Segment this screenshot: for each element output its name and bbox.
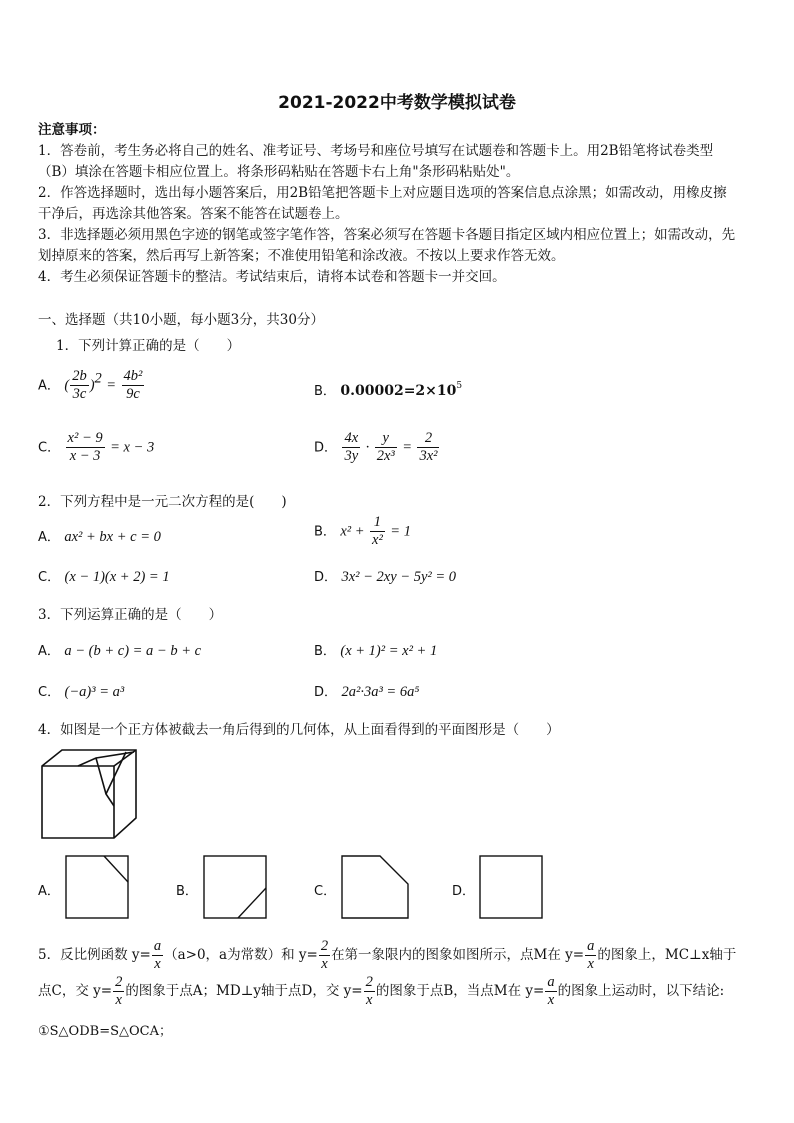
frac-numerator: a	[547, 974, 555, 990]
frac-denominator: x²	[372, 532, 383, 548]
option-label: A．	[38, 378, 60, 394]
frac-numerator: x² − 9	[67, 430, 103, 446]
q4-option-b-label: B．	[176, 884, 198, 899]
question-1-stem: 1．下列计算正确的是（ ）	[56, 338, 241, 354]
q1-option-a: A． ( $\frac{2b}{3c}$ )$^2$ = $\frac{\text{4b²}}{9c}$	[38, 368, 143, 402]
text-run: 的图象于点B，当点M在 y=	[375, 983, 545, 999]
q4-option-a-figure	[64, 852, 132, 920]
frac-numerator: 2	[320, 938, 329, 954]
option-label: D．	[314, 685, 338, 700]
exponent: 5	[456, 381, 463, 391]
frac-denominator: 9c	[126, 386, 140, 402]
notice-line: 4．考生必须保证答题卡的整洁。考试结束后，请将本试卷和答题卡一并交回。	[38, 269, 506, 285]
equals-sign: =	[106, 377, 117, 394]
frac-numerator: a	[587, 938, 595, 954]
text-run: 在第一象限内的图象如图所示，点M在 y=	[331, 947, 585, 963]
question-5-line-3: ①S△ODB=S△OCA；	[38, 1024, 172, 1039]
frac-numerator: 2b	[72, 368, 87, 384]
option-text: 3x² − 2xy − 5y² = 0	[341, 569, 457, 585]
notice-line: 划掉原来的答案，然后再写上新答案；不准使用铅笔和涂改液。不按以上要求作答无效。	[38, 248, 565, 264]
option-label: C．	[38, 570, 61, 585]
notice-line: 3．非选择题必须用黑色字迹的钢笔或签字笔作答，答案必须写在答题卡各题目指定区域内相应位置上；如需改动，先	[38, 227, 736, 243]
page-title: 2021-2022中考数学模拟试卷	[278, 93, 516, 113]
frac-denominator: x	[321, 956, 328, 972]
q4-option-c-label: C．	[314, 884, 337, 899]
frac-numerator: a	[153, 938, 162, 954]
option-label: A．	[38, 644, 60, 659]
option-label: B．	[314, 644, 336, 659]
frac-denominator: 3y	[344, 448, 359, 464]
frac-numerator: 1	[370, 514, 385, 532]
q1-option-d	[314, 430, 440, 465]
question-2-stem: 2．下列方程中是一元二次方程的是( )	[38, 494, 287, 510]
dot-operator: ·	[365, 439, 370, 456]
option-text: a − (b + c) = a − b + c	[64, 643, 202, 659]
q4-option-b-figure	[202, 852, 270, 920]
notice-line: 2．作答选择题时，选出每小题答案后，用2B铅笔把答题卡上对应题目选项的答案信息点涂黑；如需改动，用橡皮擦	[38, 185, 727, 201]
question-5-line-1	[38, 938, 736, 973]
cut-cube-figure	[38, 746, 142, 842]
frac-denominator: 2x³	[376, 448, 395, 464]
notice-line: 1．答卷前，考生务必将自己的姓名、准考证号、考场号和座位号填写在试题卷和答题卡上。用2B铅笔将试卷类型	[38, 143, 714, 159]
option-text: = 1	[390, 523, 411, 540]
frac-numerator: 4x	[344, 430, 359, 446]
question-5-line-2	[38, 974, 724, 1009]
section-heading: 一、选择题（共10小题，每小题3分，共30分）	[38, 312, 324, 328]
option-label: A．	[38, 530, 60, 545]
option-label: B．	[314, 384, 336, 399]
q2-option-a	[38, 526, 161, 546]
q3-option-d	[314, 681, 419, 701]
q1-option-b	[314, 380, 462, 399]
text-run: 的图象于点A；MD⊥y轴于点D，交 y=	[125, 983, 363, 999]
option-label: C．	[38, 685, 61, 700]
q3-option-b	[314, 640, 437, 660]
frac-denominator: x	[366, 992, 373, 1008]
text-run: 的图象上，MC⊥x轴于	[597, 947, 737, 963]
text-run: 的图象上运动时，以下结论:	[557, 983, 725, 999]
option-text: 0.00002=2×10	[340, 383, 457, 399]
exponent: 2	[94, 370, 102, 387]
frac-denominator: x	[587, 956, 594, 972]
frac-numerator: 4b²	[123, 368, 143, 384]
option-text: (−a)³ = a³	[64, 684, 125, 700]
text-run: 点C，交 y=	[38, 983, 113, 999]
option-text: = x − 3	[110, 439, 155, 456]
frac-denominator: x − 3	[69, 448, 101, 464]
q3-option-c	[38, 681, 124, 701]
q3-option-a	[38, 640, 201, 660]
q4-option-d-label: D．	[452, 884, 476, 899]
q1-option-c	[38, 430, 154, 465]
option-label: C．	[38, 440, 61, 456]
frac-numerator: 2	[417, 430, 439, 448]
notice-heading: 注意事项：	[38, 122, 106, 138]
option-label: D．	[314, 440, 338, 456]
frac-numerator: 2	[365, 974, 373, 990]
text-run: 5．反比例函数 y=	[38, 947, 151, 963]
frac-denominator: 3c	[72, 386, 87, 402]
option-text: (x + 1)² = x² + 1	[340, 643, 438, 659]
notice-line: 干净后，再选涂其他答案。答案不能答在试题卷上。	[38, 206, 349, 222]
frac-denominator: x	[115, 992, 122, 1008]
notice-line: （B）填涂在答题卡相应位置上。将条形码粘贴在答题卡右上角"条形码粘贴处"。	[38, 164, 520, 180]
option-text: x² +	[340, 523, 365, 540]
q2-option-b	[314, 514, 411, 549]
q4-option-d-figure	[478, 852, 546, 920]
frac-denominator: x	[154, 956, 161, 972]
option-label: D．	[314, 570, 338, 585]
option-label: B．	[314, 524, 336, 540]
option-text: ax² + bx + c = 0	[64, 529, 161, 545]
frac-denominator: 3x²	[419, 448, 438, 464]
question-3-stem: 3．下列运算正确的是（ ）	[38, 607, 223, 623]
q4-option-c-figure	[340, 852, 412, 920]
equals-sign: =	[402, 439, 412, 456]
q4-option-a-label: A．	[38, 884, 60, 899]
question-4-stem: 4．如图是一个正方体被截去一角后得到的几何体，从上面看得到的平面图形是（ ）	[38, 722, 560, 738]
option-text: (x − 1)(x + 2) = 1	[64, 569, 170, 585]
frac-numerator: y	[375, 430, 397, 448]
q2-option-c	[38, 566, 170, 586]
frac-denominator: x	[547, 992, 555, 1008]
option-text: 2a²·3a³ = 6a⁵	[341, 684, 420, 700]
text-run: （a>0，a为常数）和 y=	[164, 947, 318, 963]
q2-option-d	[314, 566, 456, 586]
frac-numerator: 2	[115, 974, 123, 990]
